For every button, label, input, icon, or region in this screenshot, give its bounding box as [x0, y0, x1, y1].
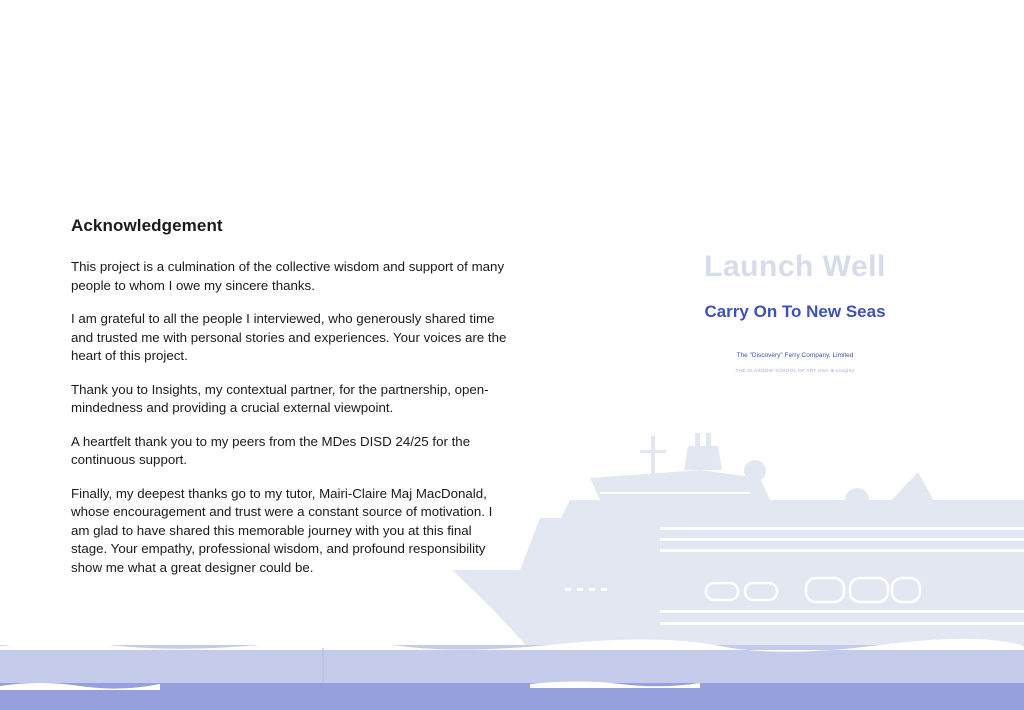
- partner-logos: THE GLASGOW SCHOOL OF ART GSA ⊕ insights: [735, 368, 855, 373]
- acknowledgement-paragraph: This project is a culmination of the collective wisdom and support of many people to whom I owe my sincere thanks.: [71, 259, 505, 293]
- cover-subtitle: Carry On To New Seas: [704, 302, 886, 321]
- acknowledgement-paragraph: A heartfelt thank you to my peers from the MDes DISD 24/25 for the continuous support.: [71, 433, 471, 467]
- acknowledgement-section: [71, 216, 511, 592]
- company-name: The "Discovery" Ferry Company, Limited: [736, 352, 854, 359]
- cover-title-block: [640, 250, 950, 374]
- acknowledgement-paragraph: I am grateful to all the people I interviewed, who generously shared time and trusted me with personal stories and experiences. Your voices are the heart of this project.: [71, 311, 507, 363]
- acknowledgement-heading: Acknowledgement: [71, 216, 223, 235]
- acknowledgement-paragraph: Thank you to Insights, my contextual partner, for the partnership, open-mindedness and providing a crucial external viewpoint.: [71, 381, 489, 415]
- cover-title: Launch Well: [704, 250, 886, 283]
- acknowledgement-paragraph: Finally, my deepest thanks go to my tutor, Mairi-Claire Maj MacDonald, whose encouragement and trust were a constant source of motivation. I am glad to have shared this memorable journey with you at this final stage. Your empathy, professional wisdom, and profound responsibility show me what a great designer could be.: [71, 485, 493, 575]
